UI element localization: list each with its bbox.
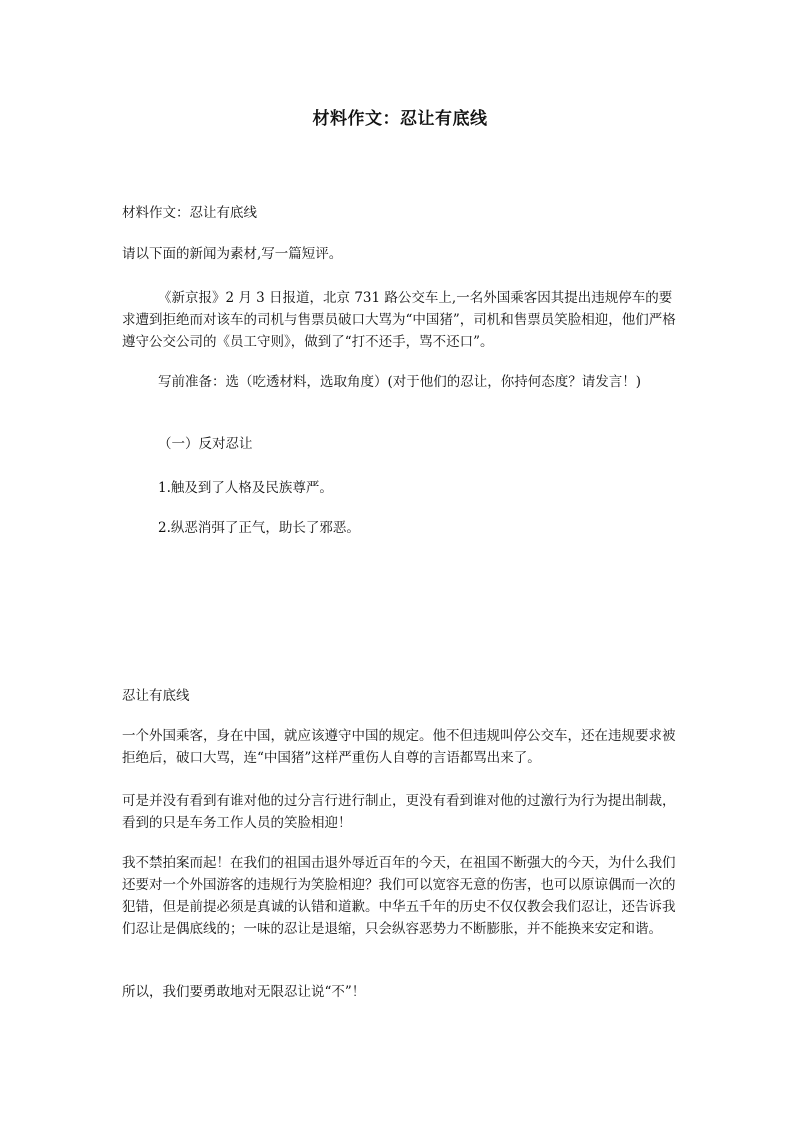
page-title: 材料作文：忍让有底线 (312, 109, 488, 129)
point-item-1: 1.触及到了人格及民族尊严。 (158, 480, 333, 496)
essay-paragraph-4: 所以，我们要勇敢地对无限忍让说“不”！ (122, 984, 366, 1000)
instruction-text: 请以下面的新闻为素材,写一篇短评。 (122, 246, 343, 262)
essay-paragraph-2: 可是并没有看到有谁对他的过分言行进行制止，更没有看到谁对他的过激行为行为提出制裁，看到的只是车务工作人员的笑脸相迎！ (122, 793, 676, 831)
news-paragraph: 《新京报》2 月 3 日报道，北京 731 路公交车上,一名外国乘客因其提出违规停车的要求遭到拒绝而对该车的司机与售票员破口大骂为“中国猪”，司机和售票员笑脸相迎，他们严格遵守公交公司的《员工守则》，做到了“打不还手，骂不还口”。 (122, 290, 676, 350)
point-item-2: 2.纵恶消弭了正气，助长了邪恶。 (158, 520, 360, 536)
essay-paragraph-3: 我不禁拍案而起！在我们的祖国击退外辱近百年的今天，在祖国不断强大的今天，为什么我们还要对一个外国游客的违规行为笑脸相迎？我们可以宽容无意的伤害，也可以原谅偶而一次的犯错，但是前提必须是真诚的认错和道歉。中华五千年的历史不仅仅教会我们忍让，还告诉我们忍让是偶底线的；一味的忍让是退缩，只会纵容恶势力不断膨胀，并不能换来安定和谐。 (122, 855, 676, 937)
material-heading: 材料作文：忍让有底线 (122, 205, 257, 221)
essay-paragraph-1: 一个外国乘客，身在中国，就应该遵守中国的规定。他不但违规叫停公交车，还在违规要求被拒绝后，破口大骂，连“中国猪”这样严重伤人自尊的言语都骂出来了。 (122, 728, 676, 766)
point-heading: （一）反对忍让 (158, 436, 253, 452)
prewriting-paragraph: 写前准备：选（吃透材料，选取角度）(对于他们的忍让，你持何态度？请发言！) (158, 374, 642, 390)
essay-title: 忍让有底线 (122, 688, 190, 704)
